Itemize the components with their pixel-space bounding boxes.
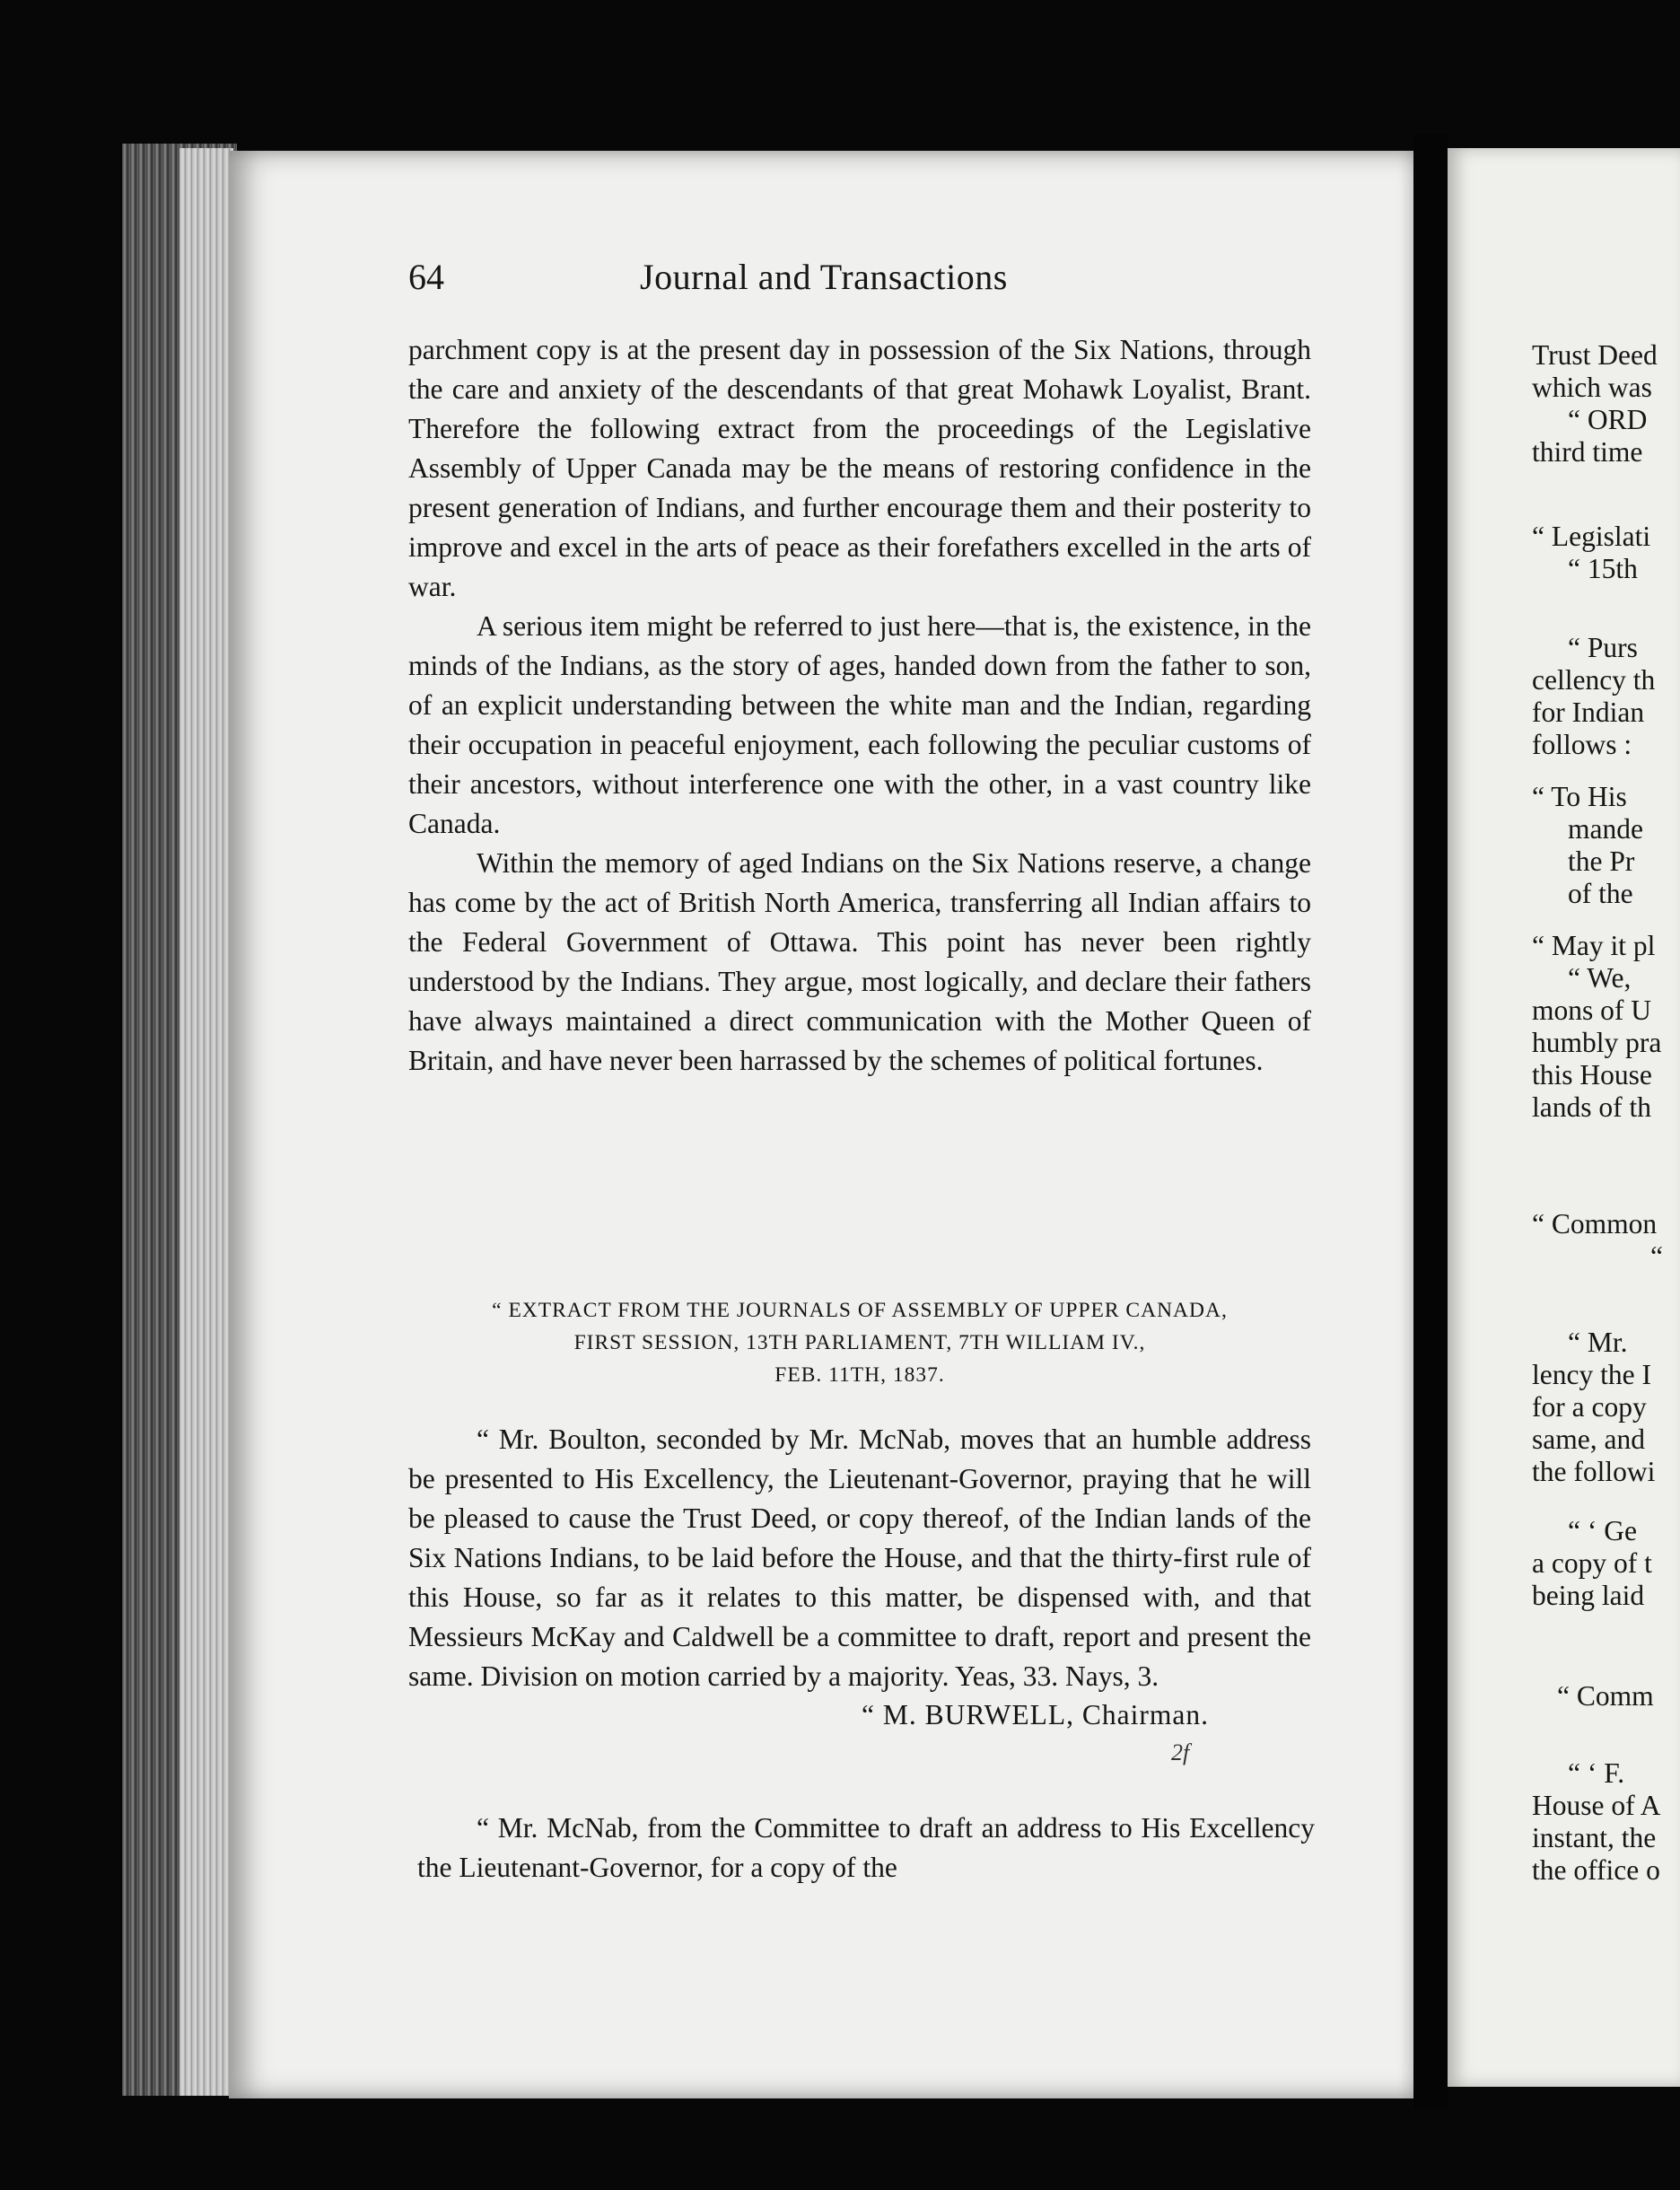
book-gutter bbox=[1413, 135, 1448, 2109]
paragraph: Within the memory of aged Indians on the Six Nations reserve, a change has come by the act of British North America, transferring all Indian affairs to the Federal Government of Ottawa. This point has never been rightly understood by the Indians. They argue, most logically, and declare their fathers have always maintained a direct communication with the Mother Queen of Britain, and have never been harrassed by the schemes of political fortunes. bbox=[408, 847, 1311, 1076]
right-page-line: cellency th bbox=[1532, 664, 1656, 696]
extract-heading bbox=[408, 1294, 1311, 1391]
paragraph: A serious item might be referred to just here—that is, the existence, in the minds of the Indians, as the story of ages, handed down from the father to son, of an explicit understanding between the white man and the Indian, regarding their occupation in peaceful enjoyment, each following the peculiar customs of their ancestors, without interference one with the other, in a vast country like Canada. bbox=[408, 610, 1311, 839]
right-page-line: the followi bbox=[1532, 1456, 1656, 1487]
paragraph: parchment copy is at the present day in possession of the Six Nations, through the care and anxiety of the descendants of that great Mohawk Loyalist, Brant. Therefore the following extract from the proceedings of the Legislative Assembly of Upper Canada may be the means of restoring confidence in the present generation of Indians, and further encourage them and their posterity to improve and excel in the arts of peace as their forefathers excelled in the arts of war. bbox=[408, 334, 1311, 602]
extract-heading-line: FIRST SESSION, 13TH PARLIAMENT, 7TH WILLIAM IV., bbox=[573, 1331, 1146, 1354]
right-page-line: “ Common bbox=[1532, 1208, 1658, 1240]
right-page-line: follows : bbox=[1532, 729, 1632, 760]
motion-paragraph: “ Mr. Boulton, seconded by Mr. McNab, moves that an humble address be presented to His Excellency, the Lieutenant-Governor, praying that he will be pleased to cause the Trust Deed, or copy thereof, of the Indian lands of the Six Nations Indians, to be laid before the House, and that the thirty-first rule of this House, so far as it relates to this matter, be dispensed with, and that Messieurs McKay and Caldwell be a committee to draft, report and present the same. Division on motion carried by a majority. Yeas, 33. Nays, 3. bbox=[408, 1424, 1311, 1692]
right-page-line: “ ‘ F. bbox=[1568, 1757, 1625, 1789]
right-page-line: lency the I bbox=[1532, 1359, 1651, 1390]
page-number: 64 bbox=[408, 257, 444, 297]
right-page-line: “ We, bbox=[1568, 962, 1632, 994]
right-page-line: “ To His bbox=[1532, 781, 1627, 812]
extract-committee bbox=[417, 1809, 1315, 1888]
right-page-line: instant, the bbox=[1532, 1822, 1657, 1853]
right-page-line: humbly pra bbox=[1532, 1027, 1662, 1058]
right-page-line: for Indian bbox=[1532, 696, 1645, 728]
right-page-line: lands of th bbox=[1532, 1091, 1651, 1123]
right-page-line: “ May it pl bbox=[1532, 930, 1656, 961]
right-page-line: for a copy bbox=[1532, 1391, 1647, 1423]
running-title: Journal and Transactions bbox=[640, 257, 1008, 297]
right-page-line: the office o bbox=[1532, 1854, 1660, 1886]
page-header bbox=[408, 256, 1315, 310]
right-page-line: Trust Deed bbox=[1532, 339, 1658, 371]
right-page-line: being laid bbox=[1532, 1580, 1645, 1611]
right-page-line: which was bbox=[1532, 372, 1652, 403]
right-page-line: “ ‘ Ge bbox=[1568, 1515, 1637, 1546]
right-page-line: “ 15th bbox=[1568, 553, 1638, 584]
body-text bbox=[408, 330, 1311, 1081]
right-page-line: mons of U bbox=[1532, 994, 1651, 1026]
right-page-line: same, and bbox=[1532, 1424, 1645, 1455]
right-page-line: the Pr bbox=[1568, 845, 1635, 877]
right-page-line: mande bbox=[1568, 813, 1643, 845]
right-page-line: of the bbox=[1568, 878, 1633, 909]
right-page-line: House of A bbox=[1532, 1790, 1661, 1821]
right-page-line: third time bbox=[1532, 436, 1643, 468]
right-page-line: a copy of t bbox=[1532, 1547, 1652, 1579]
extract-heading-line: FEB. 11TH, 1837. bbox=[774, 1363, 945, 1387]
extract-heading-line: “ EXTRACT FROM THE JOURNALS OF ASSEMBLY OF UPPER CANADA, bbox=[492, 1299, 1228, 1322]
committee-paragraph: “ Mr. McNab, from the Committee to draft an address to His Excellency the Lieutenant-Governor, for a copy of the bbox=[417, 1812, 1315, 1883]
right-page-line: “ Purs bbox=[1568, 632, 1638, 663]
right-page-line: “ Mr. bbox=[1568, 1327, 1628, 1358]
right-page-line: “ Legislati bbox=[1532, 521, 1651, 552]
right-page-line: this House bbox=[1532, 1059, 1652, 1091]
right-page-line: “ bbox=[1650, 1240, 1663, 1272]
right-page-line: “ Comm bbox=[1557, 1680, 1654, 1712]
right-page-line: “ ORD bbox=[1568, 404, 1648, 435]
extract-motion bbox=[408, 1420, 1311, 1696]
chairman-signature: “ M. BURWELL, Chairman. bbox=[862, 1699, 1209, 1730]
pencil-annotation: 2f bbox=[1171, 1739, 1190, 1765]
book-page-edges-inner bbox=[179, 148, 233, 2096]
